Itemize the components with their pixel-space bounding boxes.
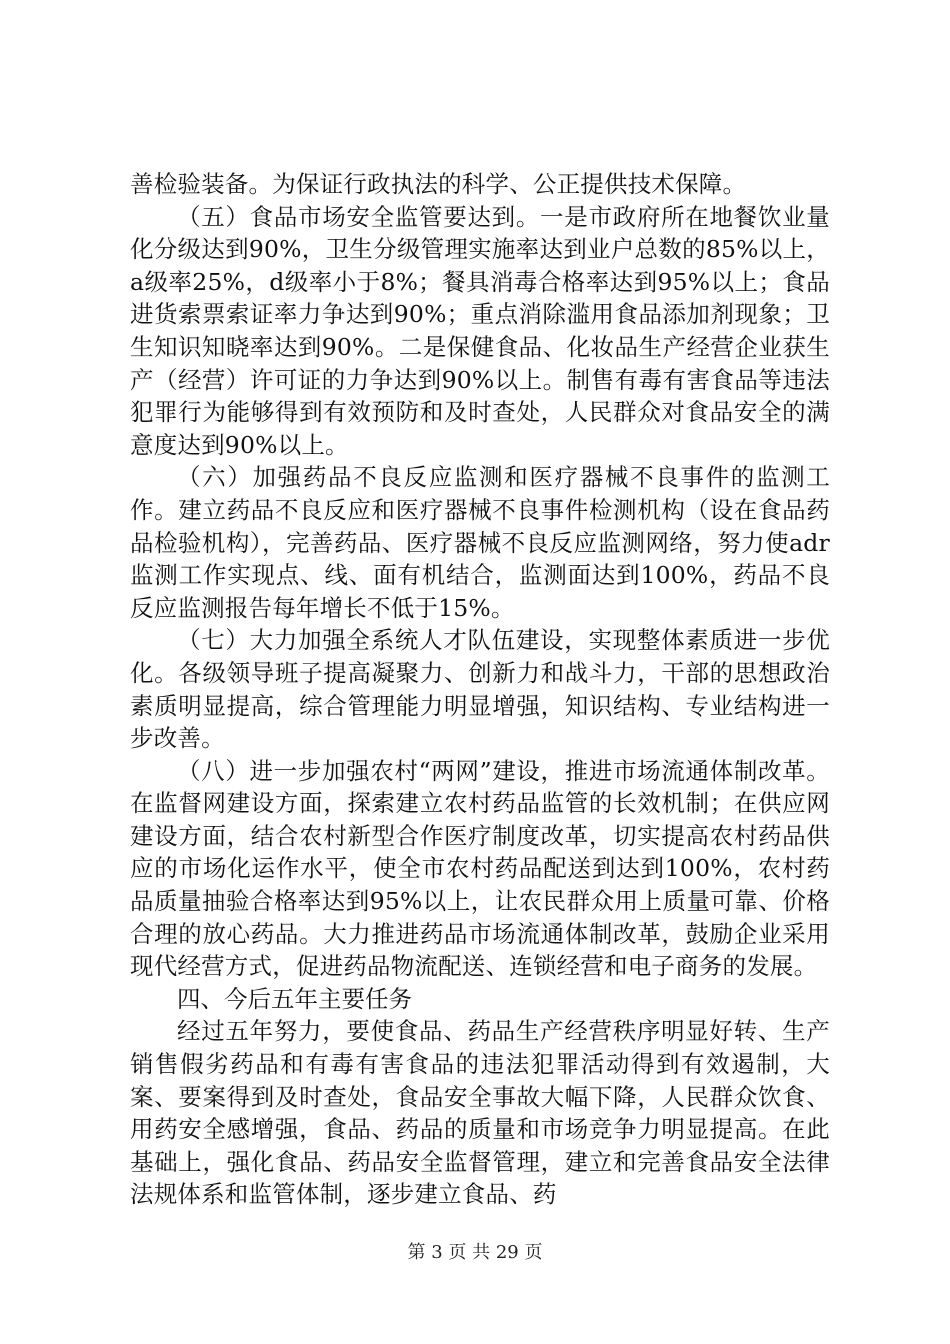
paragraph-section-4-intro: 经过五年努力，要使食品、药品生产经营秩序明显好转、生产销售假劣药品和有毒有害食品的违法犯罪活动得到有效遏制，大案、要案得到及时查处，食品安全事故大幅下降，人民群众饮食、用药安全感增强，食品、药品的质量和市场竞争力明显提高。在此基础上，强化食品、药品安全监督管理，建立和完善食品安全法律法规体系和监管体制，逐步建立食品、药 <box>130 1017 830 1209</box>
section-heading-4: 四、今后五年主要任务 <box>177 984 412 1013</box>
document-body <box>130 168 830 1211</box>
paragraph-item-6: （六）加强药品不良反应监测和医疗器械不良事件的监测工作。建立药品不良反应和医疗器械不良事件检测机构（设在食品药品检验机构），完善药品、医疗器械不良反应监测网络，努力使adr监测工作实现点、线、面有机结合，监测面达到100%，药品不良反应监测报告每年增长不低于15%。 <box>130 463 830 622</box>
page-footer: 第 3 页 共 29 页 <box>407 1242 543 1263</box>
paragraph-continued: 善检验装备。为保证行政执法的科学、公正提供技术保障。 <box>130 170 747 198</box>
paragraph-item-5: （五）食品市场安全监管要达到。一是市政府所在地餐饮业量化分级达到90%，卫生分级管理实施率达到业户总数的85%以上，a级率25%，d级率小于8%；餐具消毒合格率达到95%以上；食品进货索票索证率力争达到90%；重点消除滥用食品添加剂现象；卫生知识知晓率达到90%。二是保健食品、化妆品生产经营企业获生产（经营）许可证的力争达到90%以上。制售有毒有害食品等违法犯罪行为能够得到有效预防和及时查处，人民群众对食品安全的满意度达到90%以上。 <box>130 202 830 459</box>
paragraph-item-7: （七）大力加强全系统人才队伍建设，实现整体素质进一步优化。各级领导班子提高凝聚力、创新力和战斗力，干部的思想政治素质明显提高，综合管理能力明显增强，知识结构、专业结构进一步改善。 <box>130 626 830 753</box>
paragraph-item-8: （八）进一步加强农村“两网”建设，推进市场流通体制改革。在监督网建设方面，探索建立农村药品监管的长效机制；在供应网建设方面，结合农村新型合作医疗制度改革，切实提高农村药品供应的市场化运作水平，使全市农村药品配送到达到100%，农村药品质量抽验合格率达到95%以上，让农民群众用上质量可靠、价格合理的放心药品。大力推进药品市场流通体制改革，鼓励企业采用现代经营方式，促进药品物流配送、连锁经营和电子商务的发展。 <box>130 756 830 981</box>
